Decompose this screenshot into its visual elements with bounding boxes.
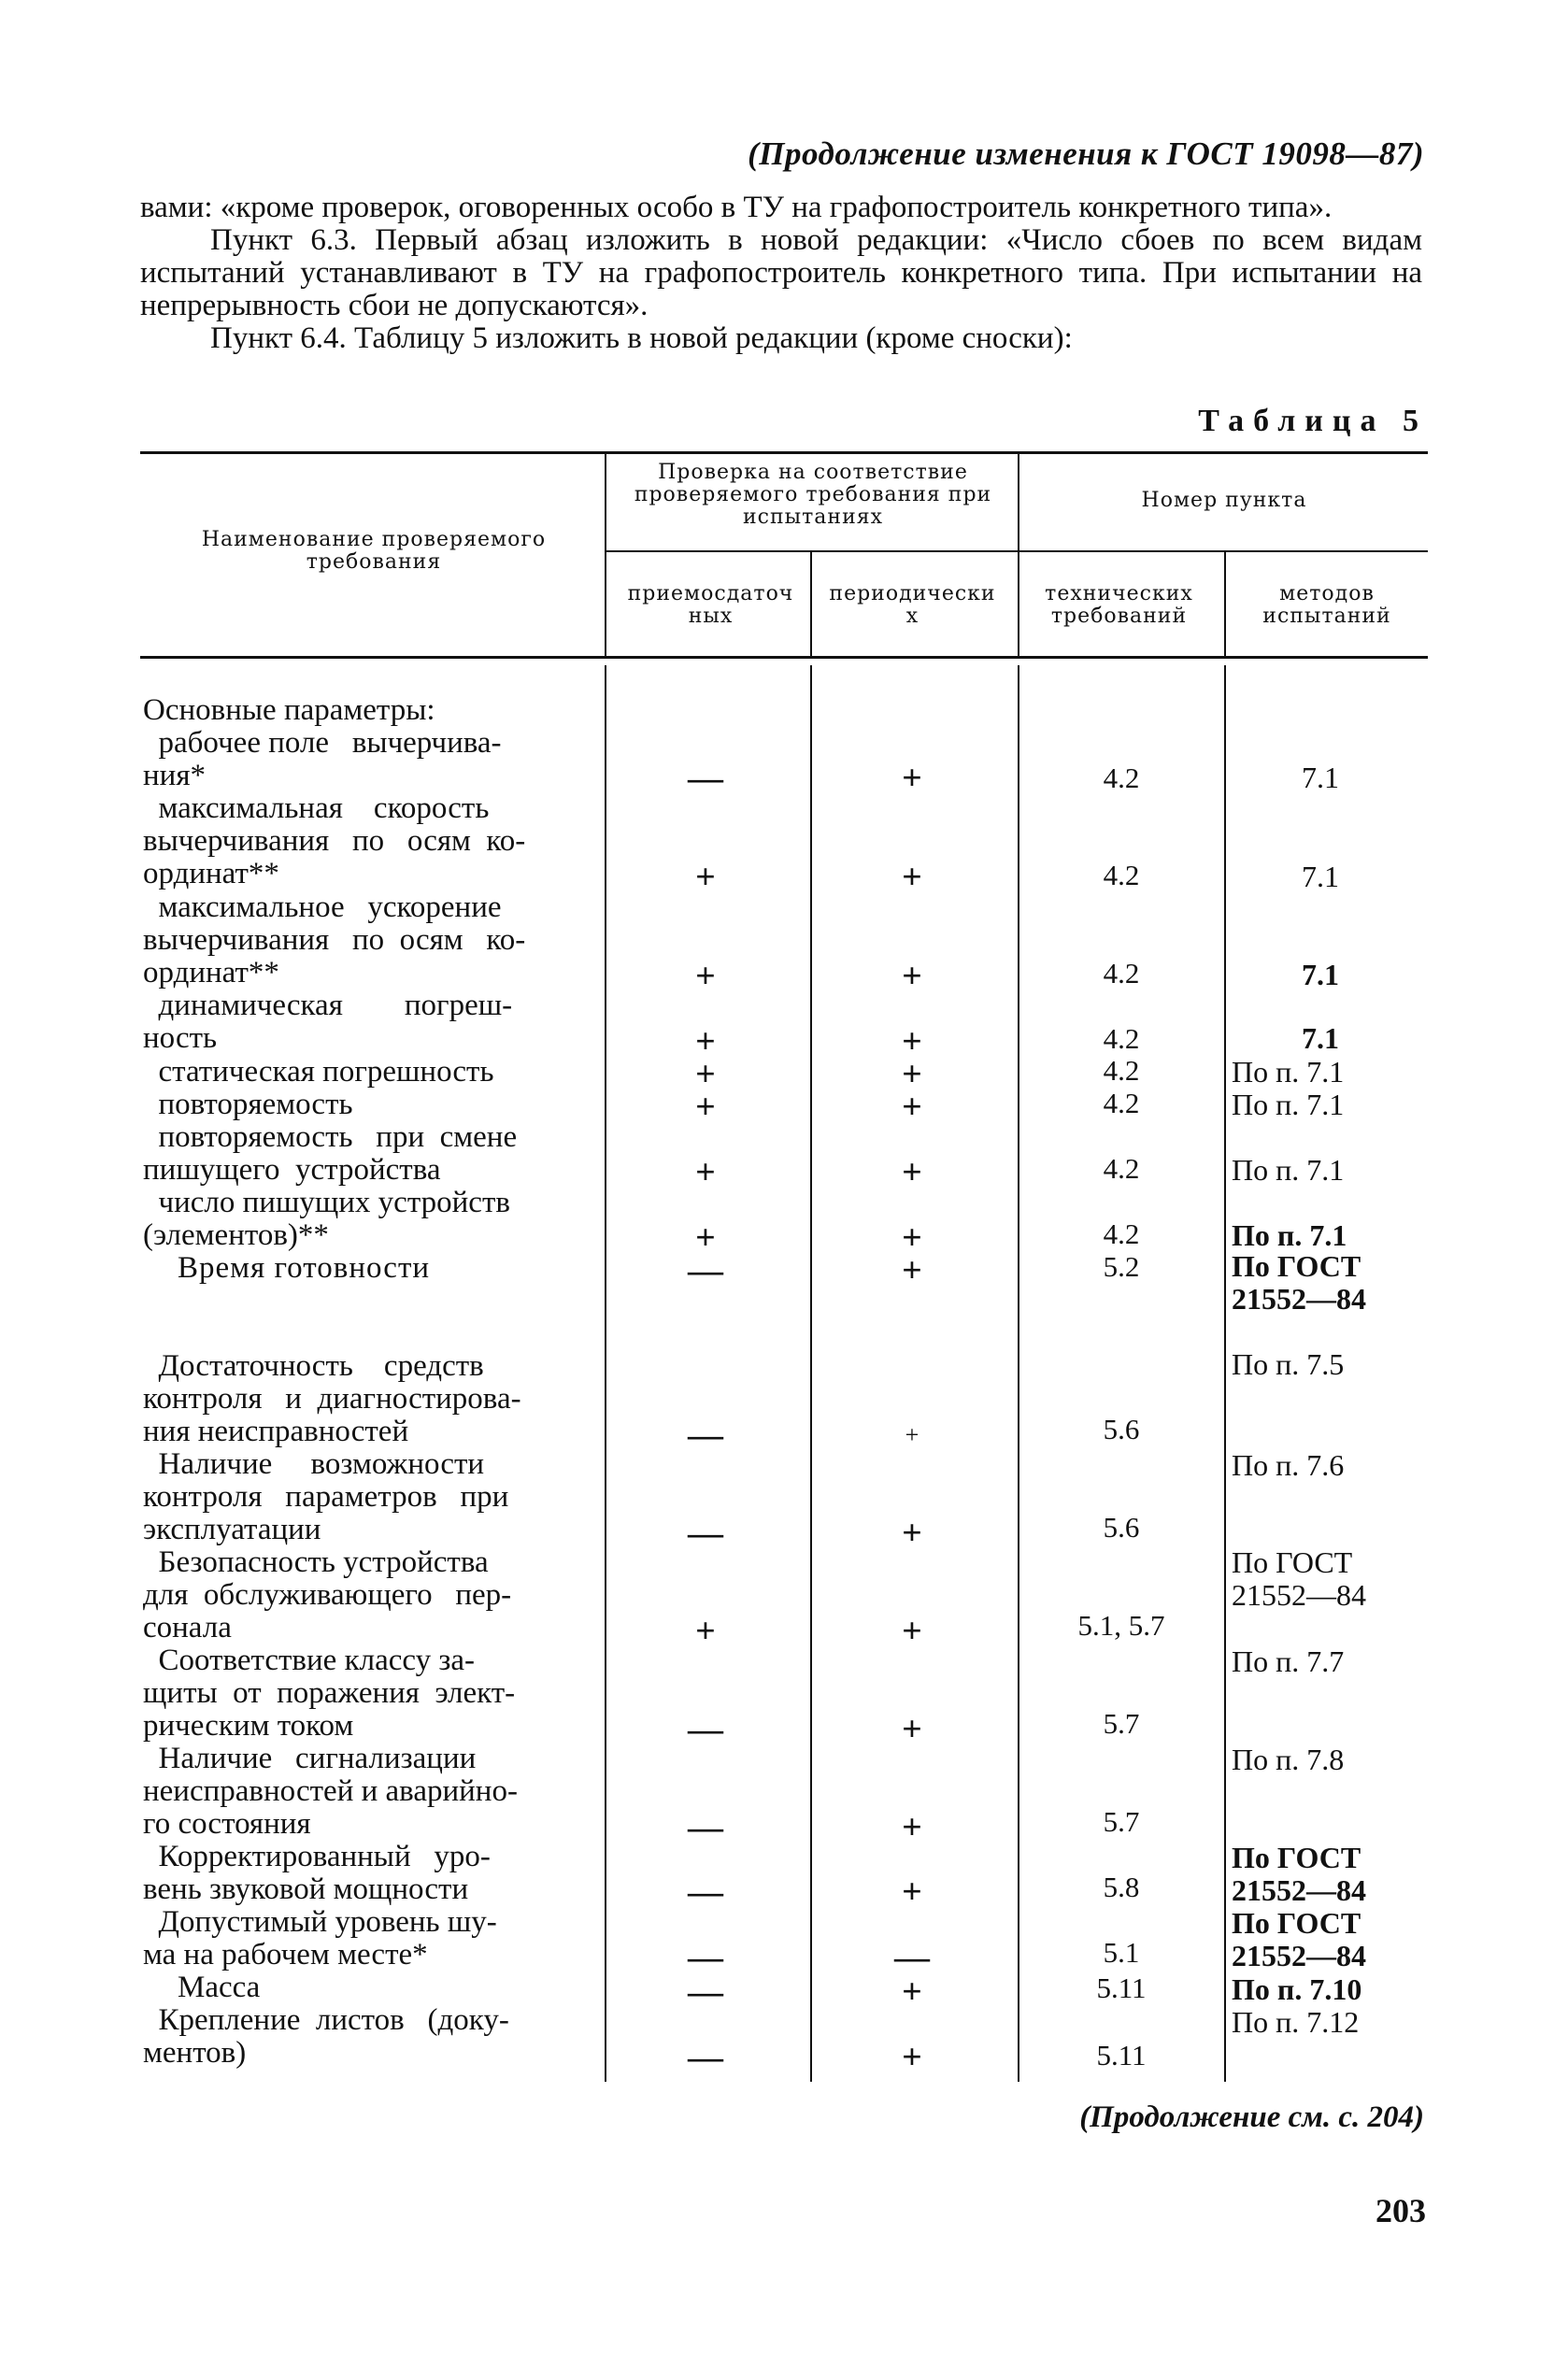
- row-11-acceptance: —: [688, 1514, 723, 1553]
- continuation-header: (Продолжение изменения к ГОСТ 19098—87): [748, 135, 1424, 172]
- row-3-tech-req: 4.2: [1103, 957, 1140, 989]
- row-16-acceptance: —: [688, 1938, 723, 1977]
- row-5-tech-req: 4.2: [1103, 1054, 1140, 1087]
- row-9-acceptance: —: [688, 1251, 723, 1290]
- row-6-method: По п. 7.1: [1232, 1088, 1345, 1121]
- row-1-tech-req: 4.2: [1103, 762, 1140, 794]
- row-14-periodic: +: [902, 1808, 922, 1847]
- header-acceptance: приемосдаточных: [627, 582, 794, 628]
- row-8-method: По п. 7.1: [1232, 1218, 1347, 1252]
- row-18-name: Крепление листов (доку- ментов): [143, 2003, 509, 2071]
- row-1-name: рабочее поле вычерчива- ния*: [143, 726, 502, 793]
- row-4-name: динамическая погреш- ность: [143, 989, 513, 1056]
- header-vline-1: [605, 454, 606, 656]
- row-13-tech-req: 5.7: [1103, 1707, 1140, 1740]
- intro-text: [140, 192, 1422, 355]
- header-vline-3: [1018, 454, 1019, 656]
- row-6-name: повторяемость: [143, 1088, 353, 1121]
- row-8-acceptance: +: [695, 1218, 716, 1258]
- row-16-tech-req: 5.1: [1103, 1936, 1140, 1969]
- body-vline-2: [810, 665, 812, 2082]
- row-12-periodic: +: [902, 1612, 922, 1651]
- row-3-acceptance: +: [695, 957, 716, 996]
- row-7-tech-req: 4.2: [1103, 1152, 1140, 1185]
- row-2-method: 7.1: [1302, 860, 1339, 893]
- row-8-name: число пишущих устройств (элементов)**: [143, 1186, 510, 1253]
- row-2-acceptance: +: [695, 858, 716, 897]
- row-12-name: Безопасность устройства для обслуживающего пер- сонала: [143, 1545, 512, 1645]
- body-vline-3: [1018, 665, 1019, 2082]
- row-4-acceptance: +: [695, 1022, 716, 1061]
- row-10-name: Достаточность средств контроля и диагностирова- ния неисправностей: [143, 1349, 521, 1449]
- header-number-group: Номер пункта: [1141, 489, 1307, 512]
- row-13-acceptance: —: [688, 1710, 723, 1749]
- row-10-tech-req: 5.6: [1103, 1413, 1140, 1445]
- row-10-periodic: +: [905, 1421, 919, 1448]
- row-17-method: По п. 7.10: [1232, 1972, 1362, 2006]
- row-9-tech-req: 5.2: [1103, 1250, 1140, 1283]
- row-7-method: По п. 7.1: [1232, 1153, 1345, 1187]
- row-13-method: По п. 7.7: [1232, 1644, 1345, 1678]
- row-5-method: По п. 7.1: [1232, 1055, 1345, 1089]
- row-17-periodic: +: [902, 1972, 922, 2012]
- row-6-tech-req: 4.2: [1103, 1087, 1140, 1119]
- row-18-acceptance: —: [688, 2038, 723, 2077]
- row-16-name: Допустимый уровень шу- ма на рабочем месте*: [143, 1905, 497, 1972]
- row-12-method: По ГОСТ 21552—84: [1232, 1545, 1366, 1612]
- row-11-tech-req: 5.6: [1103, 1511, 1140, 1544]
- row-5-acceptance: +: [695, 1055, 716, 1094]
- row-8-tech-req: 4.2: [1103, 1217, 1140, 1250]
- row-5-name: статическая погрешность: [143, 1055, 494, 1089]
- header-mid-rule: [605, 550, 1428, 552]
- row-15-acceptance: —: [688, 1872, 723, 1912]
- row-17-acceptance: —: [688, 1972, 723, 2012]
- row-18-periodic: +: [902, 2038, 922, 2077]
- page-number: 203: [1376, 2192, 1426, 2229]
- row-11-periodic: +: [902, 1514, 922, 1553]
- row-15-name: Корректированный уро- вень звуковой мощности: [143, 1840, 491, 1907]
- row-7-name: повторяемость при смене пишущего устройства: [143, 1120, 518, 1188]
- header-tech-req: технических требований: [1045, 582, 1193, 628]
- row-18-method: По п. 7.12: [1232, 2005, 1360, 2039]
- row-9-periodic: +: [902, 1251, 922, 1290]
- row-3-name: максимальное ускорение вычерчивания по осям ко- ординат**: [143, 890, 526, 990]
- row-18-tech-req: 5.11: [1096, 2039, 1147, 2071]
- table-caption: Таблица 5: [1198, 404, 1428, 438]
- row-3-periodic: +: [902, 957, 922, 996]
- row-2-tech-req: 4.2: [1103, 859, 1140, 891]
- header-vline-4: [1224, 552, 1226, 656]
- row-11-name: Наличие возможности контроля параметров при эксплуатации: [143, 1447, 509, 1547]
- section-title: Основные параметры:: [143, 693, 435, 727]
- header-test-methods: методов испытаний: [1262, 582, 1391, 628]
- intro-paragraph-2: Пункт 6.3. Первый абзац изложить в новой редакции: «Число сбоев по всем видам испытаний устанавливают в ТУ на графопостроитель конкретного типа. При испытании на непрерывность сбои не допускаются».: [140, 223, 1422, 322]
- row-9-name: Время готовности: [178, 1251, 431, 1285]
- row-14-acceptance: —: [688, 1808, 723, 1847]
- row-14-name: Наличие сигнализации неисправностей и аварийно- го состояния: [143, 1742, 518, 1842]
- row-2-name: максимальная скорость вычерчивания по осям ко- ординат**: [143, 791, 526, 891]
- row-16-periodic: —: [894, 1938, 930, 1977]
- row-14-method: По п. 7.8: [1232, 1743, 1345, 1776]
- intro-paragraph-3: Пункт 6.4. Таблицу 5 изложить в новой редакции (кроме сноски):: [210, 321, 1073, 355]
- row-10-method: По п. 7.5: [1232, 1347, 1345, 1381]
- header-requirement: Наименование проверяемого требования: [201, 528, 547, 574]
- row-11-method: По п. 7.6: [1232, 1448, 1345, 1482]
- header-vline-2: [810, 552, 812, 656]
- row-13-name: Соответствие классу за- щиты от поражения элект- рическим током: [143, 1644, 516, 1744]
- row-15-tech-req: 5.8: [1103, 1871, 1140, 1903]
- row-4-method: 7.1: [1302, 1021, 1339, 1055]
- row-8-periodic: +: [902, 1218, 922, 1258]
- row-4-tech-req: 4.2: [1103, 1022, 1140, 1055]
- table-top-rule: [140, 451, 1428, 454]
- row-6-periodic: +: [902, 1088, 922, 1127]
- row-4-periodic: +: [902, 1022, 922, 1061]
- row-6-acceptance: +: [695, 1088, 716, 1127]
- row-16-method: По ГОСТ 21552—84: [1232, 1906, 1366, 1972]
- row-14-tech-req: 5.7: [1103, 1805, 1140, 1838]
- row-17-name: Масса: [178, 1971, 261, 2004]
- intro-paragraph-1: вами: «кроме проверок, оговоренных особо в ТУ на графопостроитель конкретного типа».: [140, 191, 1333, 224]
- header-check-group: Проверка на соответствие проверяемого требования при испытаниях: [634, 461, 992, 529]
- row-1-periodic: +: [902, 759, 922, 798]
- row-1-acceptance: —: [688, 759, 723, 798]
- row-12-tech-req: 5.1, 5.7: [1077, 1609, 1165, 1642]
- row-15-periodic: +: [902, 1872, 922, 1912]
- row-10-acceptance: —: [688, 1416, 723, 1455]
- header-bottom-rule: [140, 656, 1428, 659]
- row-15-method: По ГОСТ 21552—84: [1232, 1841, 1366, 1907]
- row-1-method: 7.1: [1302, 761, 1339, 794]
- body-vline-1: [605, 665, 606, 2082]
- continuation-footer: (Продолжение см. с. 204): [1079, 2100, 1424, 2134]
- row-5-periodic: +: [902, 1055, 922, 1094]
- row-7-periodic: +: [902, 1153, 922, 1192]
- row-2-periodic: +: [902, 858, 922, 897]
- header-periodic: периодических: [829, 582, 996, 628]
- row-7-acceptance: +: [695, 1153, 716, 1192]
- row-17-tech-req: 5.11: [1096, 1972, 1147, 2004]
- row-12-acceptance: +: [695, 1612, 716, 1651]
- row-9-method: По ГОСТ 21552—84: [1232, 1249, 1366, 1316]
- body-vline-4: [1224, 665, 1226, 2082]
- row-3-method: 7.1: [1302, 958, 1339, 991]
- row-13-periodic: +: [902, 1710, 922, 1749]
